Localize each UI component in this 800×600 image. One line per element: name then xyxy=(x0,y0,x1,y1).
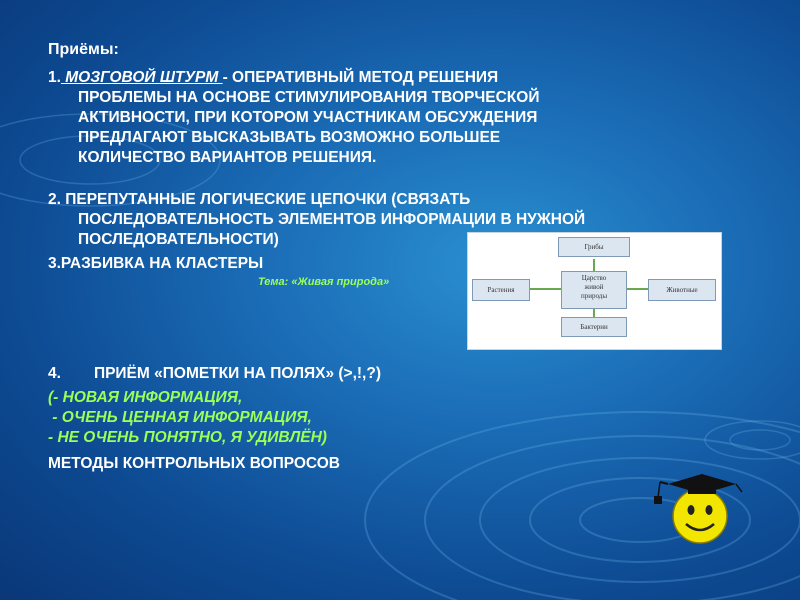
diagram-center-line: природы xyxy=(580,292,608,300)
graduate-smiley-icon xyxy=(650,470,750,550)
technique-1-term: МОЗГОВОЙ ШТУРМ xyxy=(60,69,223,86)
diagram-node-top: Грибы xyxy=(558,237,630,257)
diagram-center-line: живой xyxy=(584,283,604,291)
technique-4 xyxy=(48,364,381,384)
margin-note-unclear: - НЕ ОЧЕНЬ ПОНЯТНО, Я УДИВЛЁН) xyxy=(48,429,327,446)
technique-4-number: 4. xyxy=(48,365,61,382)
technique-3: 3.РАЗБИВКА НА КЛАСТЕРЫ xyxy=(48,255,264,272)
technique-1-line: КОЛИЧЕСТВО ВАРИАНТОВ РЕШЕНИЯ. xyxy=(78,149,377,166)
margin-note-new: (- НОВАЯ ИНФОРМАЦИЯ, xyxy=(48,389,243,406)
margin-note-valuable: - ОЧЕНЬ ЦЕННАЯ ИНФОРМАЦИЯ, xyxy=(48,409,312,426)
technique-4-symbols: » (>,!,?) xyxy=(325,365,381,382)
technique-1-first-line xyxy=(48,68,498,88)
technique-1-definition-start: - ОПЕРАТИВНЫЙ МЕТОД РЕШЕНИЯ xyxy=(222,69,499,86)
diagram-node-center xyxy=(561,271,627,309)
diagram-node-left: Растения xyxy=(472,279,530,301)
technique-2-line: ПОСЛЕДОВАТЕЛЬНОСТЬ ЭЛЕМЕНТОВ ИНФОРМАЦИИ В НУЖНОЙ xyxy=(78,211,586,228)
control-questions-method: МЕТОДЫ КОНТРОЛЬНЫХ ВОПРОСОВ xyxy=(48,455,340,472)
diagram-center-line: Царство xyxy=(581,274,607,282)
diagram-node-right: Животные xyxy=(648,279,716,301)
technique-1-line: ПРЕДЛАГАЮТ ВЫСКАЗЫВАТЬ ВОЗМОЖНО БОЛЬШЕЕ xyxy=(78,129,501,146)
technique-1-line: ПРОБЛЕМЫ НА ОСНОВЕ СТИМУЛИРОВАНИЯ ТВОРЧЕСКОЙ xyxy=(78,89,540,106)
technique-2-first-line: 2. ПЕРЕПУТАННЫЕ ЛОГИЧЕСКИЕ ЦЕПОЧКИ (СВЯЗАТЬ xyxy=(48,191,471,208)
technique-1-line: АКТИВНОСТИ, ПРИ КОТОРОМ УЧАСТНИКАМ ОБСУЖДЕНИЯ xyxy=(78,109,538,126)
technique-1-number: 1. xyxy=(48,69,61,86)
technique-4-label: ПРИЁМ «ПОМЕТКИ НА ПОЛЯХ xyxy=(93,365,326,382)
cluster-diagram xyxy=(467,232,722,350)
cluster-theme: Тема: «Живая природа» xyxy=(258,276,390,288)
diagram-node-bottom: Бактерии xyxy=(561,317,627,337)
slide-heading: Приёмы: xyxy=(48,41,119,58)
technique-2-line: ПОСЛЕДОВАТЕЛЬНОСТИ) xyxy=(78,231,279,248)
